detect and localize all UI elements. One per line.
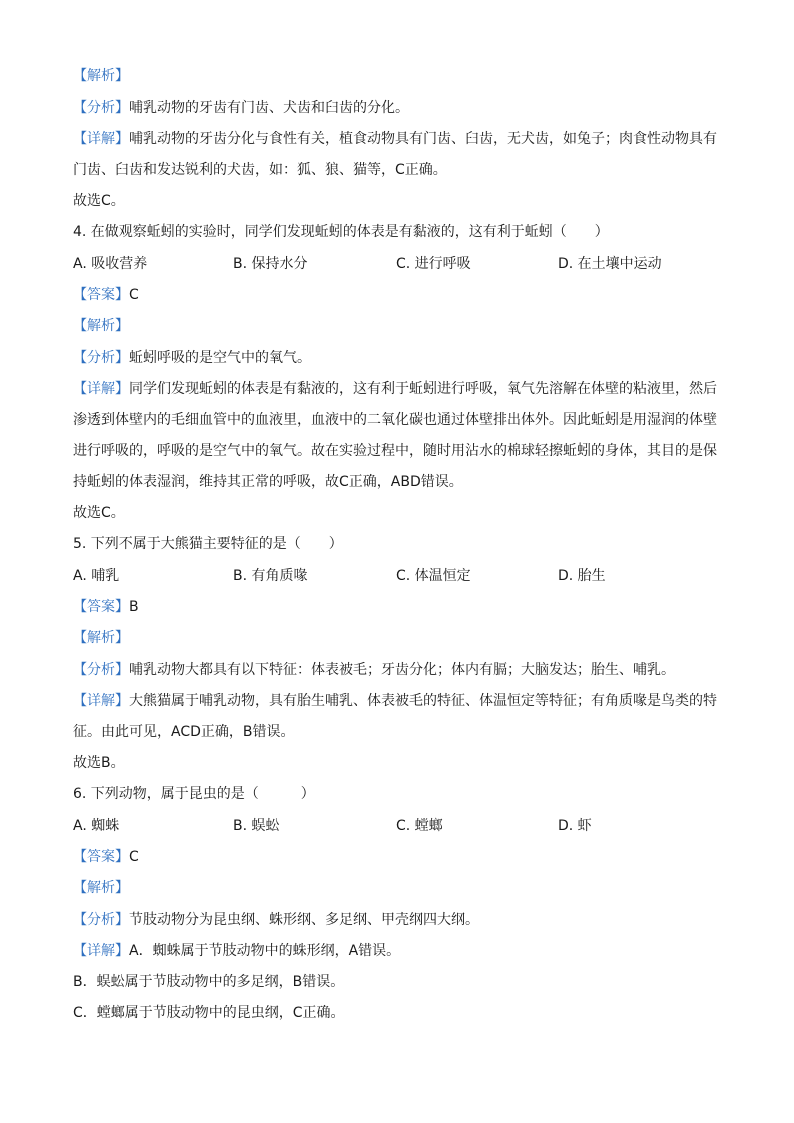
fenxi-line: [73, 98, 409, 118]
xiangjie-text: 哺乳动物的牙齿分化与食性有关，植食动物具有门齿、臼齿，无犬齿，如兔子；肉食性动物具有: [129, 131, 717, 147]
guxuan-line: 故选B。: [73, 755, 125, 771]
option-c: C. 体温恒定: [396, 568, 471, 584]
xiangjie-line: [73, 941, 400, 961]
jiexi-heading: 【解析】: [73, 318, 129, 334]
fenxi-tag: 【分析】: [73, 912, 129, 928]
xiangjie-text: A．蜘蛛属于节肢动物中的蛛形纲，A错误。: [129, 943, 401, 959]
xiangjie-line: 进行呼吸的，呼吸的是空气中的氧气。故在实验过程中，随时用沾水的棉球轻擦蚯蚓的身体，其目的是保: [73, 443, 717, 459]
option-b: B. 保持水分: [233, 256, 308, 272]
xiangjie-text: 大熊猫属于哺乳动物，具有胎生哺乳、体表被毛的特征、体温恒定等特征；有角质喙是鸟类的特: [129, 693, 717, 709]
xiangjie-line: [73, 691, 717, 711]
answer-value: C: [129, 287, 139, 303]
answer-value: C: [129, 849, 139, 865]
xiangjie-tag: 【详解】: [73, 943, 129, 959]
fenxi-text: 哺乳动物的牙齿有门齿、犬齿和臼齿的分化。: [129, 100, 409, 116]
option-a: A. 哺乳: [73, 568, 120, 584]
xiangjie-line: [73, 129, 717, 149]
fenxi-text: 哺乳动物大都具有以下特征：体表被毛；牙齿分化；体内有膈；大脑发达；胎生、哺乳。: [129, 662, 675, 678]
fenxi-line: [73, 660, 675, 680]
option-c: C. 进行呼吸: [396, 256, 471, 272]
answer-line: [73, 285, 139, 305]
fenxi-text: 节肢动物分为昆虫纲、蛛形纲、多足纲、甲壳纲四大纲。: [129, 912, 479, 928]
question-stem: 5. 下列不属于大熊猫主要特征的是（ ）: [73, 536, 343, 552]
answer-line: [73, 847, 139, 867]
detail-line-b: B．蜈蚣属于节肢动物中的多足纲，B错误。: [73, 974, 345, 990]
answer-tag: 【答案】: [73, 599, 129, 615]
fenxi-tag: 【分析】: [73, 350, 129, 366]
option-a: A. 蜘蛛: [73, 818, 120, 834]
option-a: A. 吸收营养: [73, 256, 148, 272]
option-c: C. 螳螂: [396, 818, 443, 834]
fenxi-line: [73, 910, 479, 930]
xiangjie-line: 征。由此可见，ACD正确，B错误。: [73, 724, 295, 740]
option-d: D. 在土壤中运动: [558, 256, 662, 272]
answer-value: B: [129, 599, 139, 615]
fenxi-line: [73, 348, 311, 368]
fenxi-tag: 【分析】: [73, 100, 129, 116]
option-d: D. 虾: [558, 818, 592, 834]
answer-tag: 【答案】: [73, 287, 129, 303]
guxuan-line: 故选C。: [73, 193, 125, 209]
xiangjie-tag: 【详解】: [73, 381, 129, 397]
xiangjie-line: [73, 379, 717, 399]
xiangjie-tag: 【详解】: [73, 693, 129, 709]
fenxi-tag: 【分析】: [73, 662, 129, 678]
xiangjie-line: 门齿、臼齿和发达锐利的犬齿，如：狐、狼、猫等，C正确。: [73, 162, 447, 178]
option-d: D. 胎生: [558, 568, 606, 584]
question-stem: 4. 在做观察蚯蚓的实验时，同学们发现蚯蚓的体表是有黏液的，这有利于蚯蚓（ ）: [73, 224, 609, 240]
answer-tag: 【答案】: [73, 849, 129, 865]
xiangjie-text: 同学们发现蚯蚓的体表是有黏液的，这有利于蚯蚓进行呼吸，氧气先溶解在体壁的粘液里，然后: [129, 381, 717, 397]
option-b: B. 蜈蚣: [233, 818, 280, 834]
xiangjie-tag: 【详解】: [73, 131, 129, 147]
question-stem: 6. 下列动物，属于昆虫的是（ ）: [73, 786, 315, 802]
guxuan-line: 故选C。: [73, 505, 125, 521]
option-b: B. 有角质喙: [233, 568, 308, 584]
xiangjie-line: 渗透到体壁内的毛细血管中的血液里，血液中的二氧化碳也通过体壁排出体外。因此蚯蚓是用湿润的体壁: [73, 412, 717, 428]
detail-line-c: C．螳螂属于节肢动物中的昆虫纲，C正确。: [73, 1005, 345, 1021]
jiexi-heading: 【解析】: [73, 880, 129, 896]
fenxi-text: 蚯蚓呼吸的是空气中的氧气。: [129, 350, 311, 366]
answer-line: [73, 597, 139, 617]
jiexi-heading: 【解析】: [73, 630, 129, 646]
xiangjie-line: 持蚯蚓的体表湿润，维持其正常的呼吸，故C正确，ABD错误。: [73, 474, 463, 490]
jiexi-heading: 【解析】: [73, 68, 129, 84]
